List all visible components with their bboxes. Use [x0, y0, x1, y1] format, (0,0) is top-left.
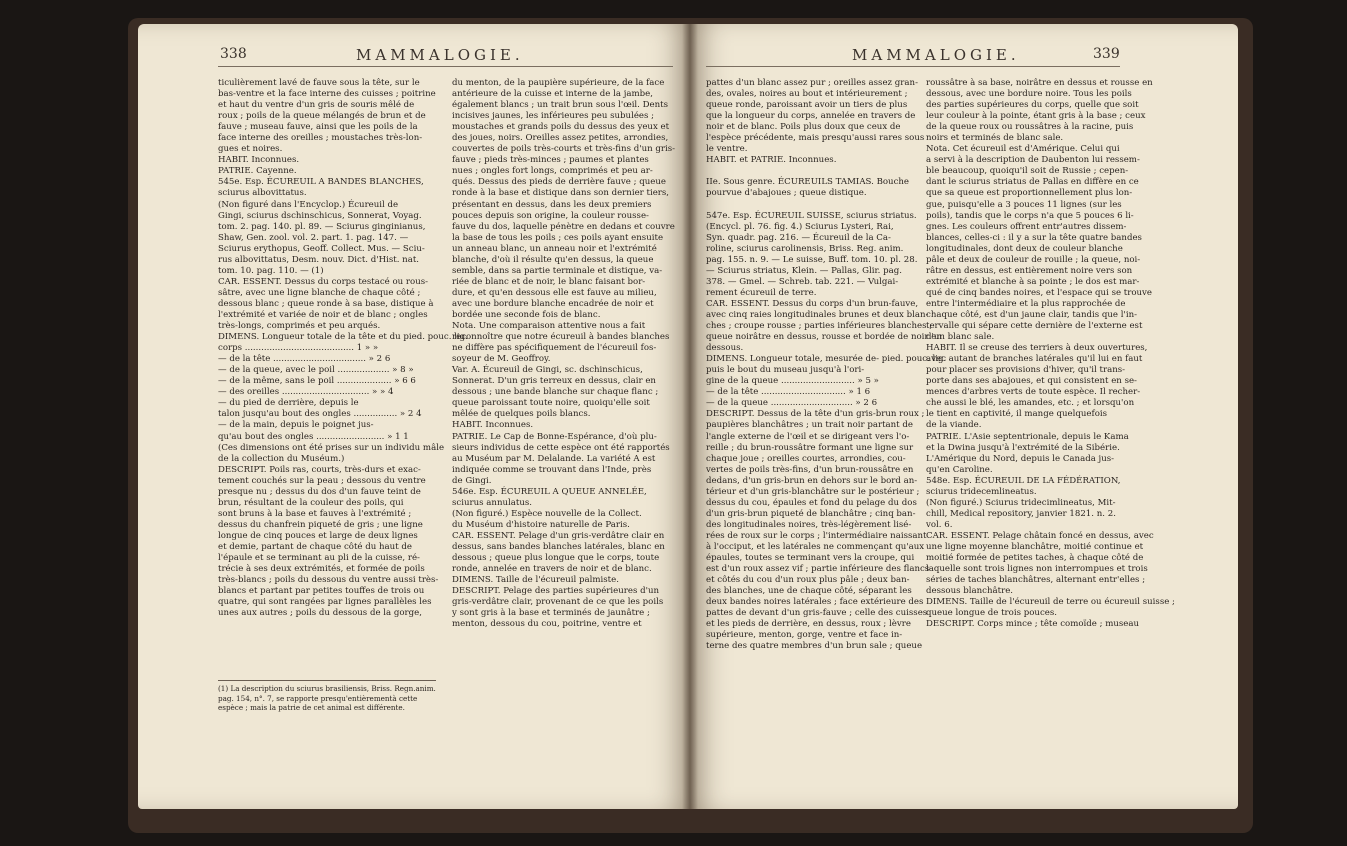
text-line: presque nu ; dessus du dos d'un fauve teint de: [218, 486, 421, 497]
text-line: gues et noires.: [218, 144, 283, 155]
text-line: pattes de devant d'un gris-fauve ; celle des cuisses: [706, 608, 928, 619]
text-line: Sonnerat. D'un gris terreux en dessus, clair en: [452, 376, 656, 387]
text-line: moitié formée de petites taches, à chaque côté de: [926, 553, 1144, 564]
text-line: qué de cinq bandes noires, et l'espace qui se trouve: [926, 287, 1153, 298]
text-line: — de la tête ............................... » 1 6: [706, 387, 871, 398]
text-line: longue de cinq pouces et large de deux lignes: [218, 530, 418, 541]
text-line: de Gingi.: [452, 475, 492, 486]
text-line: et haut du ventre d'un gris de souris mêlé de: [218, 100, 415, 111]
text-line: — du pied de derrière, depuis le: [218, 398, 359, 409]
text-line: ticulièrement lavé de fauve sous la tête, sur le: [218, 78, 420, 88]
text-line: CAR. ESSENT. Pelage d'un gris-verdâtre clair en: [452, 530, 665, 541]
text-line: DESCRIPT. Corps mince ; tête comoïde ; museau: [926, 619, 1140, 630]
text-line: également blancs ; un trait brun sous l'œil. Dents: [452, 100, 669, 111]
text-line: HABIT. Inconnues.: [218, 155, 300, 166]
text-line: extrémité et blanche à sa pointe ; le dos est mar-: [926, 276, 1140, 287]
text-line: dessus du chanfrein piqueté de gris ; une ligne: [218, 519, 423, 530]
text-line: — de la tête .................................. » 2 6: [218, 354, 391, 365]
text-line: gue, puisqu'elle a 3 pouces 11 lignes (sur les: [926, 199, 1122, 210]
text-line: l'extrémité et variée de noir et de blanc ; ongles: [218, 309, 428, 320]
text-line: antérieure de la cuisse et interne de la jambe,: [452, 89, 653, 100]
text-line: fauve du dos, laquelle pénètre en dedans et couvre: [452, 221, 675, 232]
text-line: ne diffère pas spécifiquement de l'écureuil fos-: [452, 343, 657, 354]
text-line: nues ; ongles fort longs, comprimés et peu ar-: [452, 166, 653, 177]
text-line: dessous ; queue plus longue que le corps, toute: [452, 553, 660, 564]
text-line: dessous.: [706, 343, 744, 354]
text-line: sieurs individus de cette espèce ont été rapportés: [452, 442, 670, 453]
text-line: blancs et partant par petites touffes de trois ou: [218, 586, 425, 597]
text-line: — de la même, sans le poil .................... » 6 6: [218, 376, 416, 387]
text-line: supérieure, menton, gorge, ventre et face in-: [706, 630, 903, 641]
text-line: 546e. Esp. ÉCUREUIL A QUEUE ANNELÉE,: [452, 486, 647, 497]
text-line: gris-verdâtre clair, provenant de ce que les poils: [452, 597, 664, 608]
text-line: la base de tous les poils ; ces poils ayant ensuite: [452, 232, 664, 243]
text-line: DESCRIPT. Pelage des parties supérieures d'un: [452, 586, 660, 597]
text-line: est d'un roux assez vif ; partie inférieure des flancs: [706, 564, 930, 575]
text-line: L'Amérique du Nord, depuis le Canada jus-: [926, 453, 1115, 464]
text-line: CAR. ESSENT. Dessus du corps testacé ou rous-: [218, 276, 429, 287]
text-line: ches ; croupe rousse ; parties inférieures blanches ;: [706, 321, 933, 332]
text-line: PATRIE. L'Asie septentrionale, depuis le Kama: [926, 431, 1129, 442]
text-line: l'espèce précédente, mais presqu'aussi rares sous: [706, 133, 925, 144]
text-line: (Non figuré.) Espèce nouvelle de la Collect.: [452, 508, 642, 519]
text-line: a servi à la description de Daubenton lui ressem-: [926, 155, 1140, 166]
text-line: de la collection du Muséum.): [218, 453, 345, 464]
footnote-line: anim. pag. 154, n°. 7, se rapporte presqu'entièrement: [218, 684, 436, 703]
text-line: sciurus tridecemlineatus.: [926, 486, 1037, 497]
text-line: DESCRIPT. Dessus de la tête d'un gris-brun roux ;: [706, 409, 925, 420]
text-line: couvertes de poils très-courts et très-fins d'un gris-: [452, 144, 676, 155]
text-line: 545e. Esp. ÉCUREUIL A BANDES BLANCHES,: [218, 177, 424, 188]
text-line: reconnoître que notre écureuil à bandes blanches: [452, 332, 670, 343]
text-line: d'un blanc sale.: [926, 332, 995, 343]
text-line: pattes d'un blanc assez pur ; oreilles assez gran-: [706, 78, 918, 88]
text-line: poils), tandis que le corps n'a que 5 pouces 6 li-: [926, 210, 1134, 221]
text-line: dessous blanchâtre.: [926, 586, 1014, 597]
text-line: porte dans ses abajoues, et qui consistent en se-: [926, 376, 1137, 387]
text-line: et demie, partant de chaque côté du haut de: [218, 541, 412, 552]
text-line: ronde, annelée en travers de noir et de blanc.: [452, 564, 652, 575]
right-running-head: MAMMALOGIE.: [852, 46, 1020, 64]
text-line: talon jusqu'au bout des ongles ................ » 2 4: [218, 409, 422, 420]
text-line: paupières blanchâtres ; un trait noir partant de: [706, 420, 913, 431]
text-line: reille ; du brun-roussâtre formant une ligne sur: [706, 442, 914, 453]
text-line: Shaw, Gen. zool. vol. 2. part. 1. pag. 147. —: [218, 232, 409, 243]
book-gutter: [682, 24, 698, 809]
text-line: avec autant de branches latérales qu'il lui en faut: [926, 354, 1143, 365]
text-line: dessous ; une bande blanche sur chaque flanc ;: [452, 387, 659, 398]
text-line: menton, dessous du cou, poitrine, ventre et: [452, 619, 642, 630]
text-line: des, ovales, noires au bout et intérieurement ;: [706, 89, 908, 100]
text-line: tervalle qui sépare cette dernière de l'externe est: [926, 321, 1143, 332]
text-line: [706, 200, 916, 211]
text-line: roussâtre à sa base, noirâtre en dessus et rousse en: [926, 78, 1153, 88]
left-page-number: 338: [220, 46, 247, 62]
text-line: DIMENS. Taille de l'écureuil de terre ou écureuil suisse ;: [926, 597, 1175, 608]
text-line: 548e. Esp. ÉCUREUIL DE LA FÉDÉRATION,: [926, 475, 1121, 486]
text-line: du menton, de la paupière supérieure, de la face: [452, 78, 665, 88]
text-line: pouces depuis son origine, la couleur rousse-: [452, 210, 649, 221]
text-line: semble, dans sa partie terminale et distique, va-: [452, 265, 663, 276]
left-head-rule: [218, 66, 673, 67]
text-line: pâle et deux de couleur de rouille ; la queue, noi-: [926, 254, 1141, 265]
text-line: HABIT. Il se creuse des terriers à deux ouvertures,: [926, 343, 1148, 354]
text-line: l'épaule et se terminant au pli de la cuisse, ré-: [218, 553, 420, 564]
text-line: dure, et qu'en dessous elle est fauve au milieu,: [452, 287, 657, 298]
text-line: qu'au bout des ongles ......................... » 1 1: [218, 431, 409, 442]
text-line: puis le bout du museau jusqu'à l'ori-: [706, 365, 865, 376]
text-line: sciurus annulatus.: [452, 497, 533, 508]
text-line: blanche, d'où il résulte qu'en dessus, la queue: [452, 254, 654, 265]
text-line: leur couleur à la pointe, étant gris à la base ; ceux: [926, 111, 1146, 122]
text-line: rement écureuil de terre.: [706, 287, 817, 298]
text-line: PATRIE. Le Cap de Bonne-Espérance, d'où plu-: [452, 431, 657, 442]
text-line: terne des quatre membres d'un brun sale ; queue: [706, 641, 923, 652]
text-line: râtre en dessus, est entièrement noire vers son: [926, 265, 1133, 276]
text-line: rus albovittatus, Desm. nouv. Dict. d'Hist. nat.: [218, 254, 420, 265]
text-line: quatre, qui sont rangées par lignes parallèles les: [218, 597, 432, 608]
text-line: Sciurus erythopus, Geoff. Collect. Mus. — Sciu-: [218, 243, 425, 254]
text-line: che aussi le blé, les amandes, etc. ; et lorsqu'on: [926, 398, 1135, 409]
text-line: soyeur de M. Geoffroy.: [452, 354, 551, 365]
text-line: dedans, d'un gris-brun en dehors sur le bord an-: [706, 475, 918, 486]
text-line: unes aux autres ; poils du dessous de la gorge,: [218, 608, 422, 619]
text-line: térieur et d'un gris-blanchâtre sur le postérieur ;: [706, 486, 920, 497]
text-line: HABIT. et PATRIE. Inconnues.: [706, 155, 837, 166]
text-line: face interne des oreilles ; moustaches très-lon-: [218, 133, 423, 144]
text-line: de la queue roux ou roussâtres à la racine, puis: [926, 122, 1134, 133]
text-line: ronde à la base et distique dans son dernier tiers,: [452, 188, 670, 199]
text-line: moustaches et grands poils du dessus des yeux et: [452, 122, 670, 133]
text-line: présentant en dessus, dans les deux premiers: [452, 199, 652, 210]
text-line: pourvue d'abajoues ; queue distique.: [706, 188, 867, 199]
text-line: et les pieds de derrière, en dessus, roux ; lèvre: [706, 619, 911, 630]
text-line: qués. Dessus des pieds de derrière fauve ; queue: [452, 177, 666, 188]
text-line: tom. 2. pag. 140. pl. 89. — Sciurus ginginianus,: [218, 221, 426, 232]
text-line: entre l'intermédiaire et la plus rapprochée de: [926, 298, 1126, 309]
text-line: — Sciurus striatus, Klein. — Pallas, Glir. pag.: [706, 265, 902, 276]
text-line: Var. A. Écureuil de Gingi, sc. dschinschicus,: [452, 365, 643, 376]
text-line: tom. 10. pag. 110. — (1): [218, 265, 324, 276]
text-line: 547e. Esp. ÉCUREUIL SUISSE, sciurus striatus.: [706, 210, 917, 221]
left-page-footnote: [218, 684, 436, 713]
right-page-number: 339: [1093, 46, 1120, 62]
right-page-column-2: [926, 78, 1175, 724]
text-line: dessous blanc ; queue ronde à sa base, distique à: [218, 298, 434, 309]
footnote-line: (1) La description du sciurus brasiliensis, Briss. Regn.: [218, 684, 416, 693]
text-line: et la Dwina jusqu'à l'extrémité de la Sibérie.: [926, 442, 1120, 453]
text-line: riée de blanc et de noir, le blanc faisant bor-: [452, 276, 646, 287]
text-line: le ventre.: [706, 144, 748, 155]
text-line: dessous, avec une bordure noire. Tous les poils: [926, 89, 1132, 100]
text-line: que la longueur du corps, annelée en travers de: [706, 111, 916, 122]
text-line: blances, celles-ci : il y a sur la tête quatre bandes: [926, 232, 1142, 243]
text-line: au Muséum par M. Delalande. La variété A est: [452, 453, 656, 464]
text-line: roline, sciurus carolinensis, Briss. Reg. anim.: [706, 243, 904, 254]
text-line: longitudinales, dont deux de couleur blanche: [926, 243, 1123, 254]
text-line: avec une bordure blanche encadrée de noir et: [452, 298, 654, 309]
text-line: queue ronde, paroissant avoir un tiers de plus: [706, 100, 908, 111]
text-line: (Non figuré.) Sciurus tridecimlineatus, Mit-: [926, 497, 1116, 508]
text-line: chill, Medical repository, janvier 1821. n. 2.: [926, 508, 1116, 519]
text-line: (Encycl. pl. 76. fig. 4.) Sciurus Lysteri, Rai,: [706, 221, 894, 232]
text-line: chaque joue ; oreilles courtes, arrondies, cou-: [706, 453, 906, 464]
text-line: Nota. Une comparaison attentive nous a fait: [452, 321, 646, 332]
text-line: HABIT. Inconnues.: [452, 420, 534, 431]
text-line: roux ; poils de la queue mélangés de brun et de: [218, 111, 426, 122]
text-line: ble beaucoup, quoiqu'il soit de Russie ; cepen-: [926, 166, 1129, 177]
text-line: fauve ; pieds très-minces ; paumes et plantes: [452, 155, 649, 166]
text-line: vertes de poils très-fins, d'un brun-roussâtre en: [706, 464, 914, 475]
text-line: épaules, toutes se terminant vers la croupe, qui: [706, 553, 915, 564]
text-line: bordée une seconde fois de blanc.: [452, 309, 601, 320]
text-line: bas-ventre et la face interne des cuisses ; poitrine: [218, 89, 436, 100]
text-line: Syn. quadr. pag. 216. — Écureuil de la Ca-: [706, 232, 891, 243]
text-line: tement couchés sur la peau ; dessous du ventre: [218, 475, 426, 486]
text-line: [706, 166, 916, 177]
text-line: séries de taches blanchâtres, alternant entr'elles ;: [926, 575, 1146, 586]
text-line: mêlée de quelques poils blancs.: [452, 409, 591, 420]
text-line: laquelle sont trois lignes non interrompues et trois: [926, 564, 1148, 575]
text-line: (Ces dimensions ont été prises sur un individu mâle: [218, 442, 445, 453]
left-running-head: MAMMALOGIE.: [356, 46, 524, 64]
text-line: gine de la queue ........................... » 5 »: [706, 376, 879, 387]
text-line: noirs et terminés de blanc sale.: [926, 133, 1064, 144]
left-page-column-2: [452, 78, 674, 724]
footnote-rule: [218, 680, 436, 681]
text-line: très-longs, comprimés et peu arqués.: [218, 321, 381, 332]
text-line: — de la main, depuis le poignet jus-: [218, 420, 374, 431]
right-head-rule: [706, 66, 1120, 67]
text-line: que sa queue est proportionnellement plus lon-: [926, 188, 1133, 199]
text-line: des longitudinales noires, très-légèrement lisé-: [706, 519, 912, 530]
text-line: IIe. Sous genre. ÉCUREUILS TAMIAS. Bouche: [706, 177, 910, 188]
text-line: dant le sciurus striatus de Pallas en diffère en ce: [926, 177, 1139, 188]
text-line: sont bruns à la base et fauves à l'extrémité ;: [218, 508, 412, 519]
text-line: queue noirâtre en dessus, rousse et bordée de noir en: [706, 332, 942, 343]
text-line: sciurus albovittatus.: [218, 188, 307, 199]
text-line: fauve ; museau fauve, ainsi que les poils de la: [218, 122, 418, 133]
text-line: gnes. Les couleurs offrent entr'autres dissem-: [926, 221, 1127, 232]
text-line: rées de roux sur le corps ; l'intermédiaire naissant: [706, 530, 927, 541]
text-line: corps ........................................ 1 » »: [218, 343, 379, 354]
text-line: mences d'arbres verts de toute espèce. Il recher-: [926, 387, 1141, 398]
text-line: dessus, sans bandes blanches latérales, blanc en: [452, 541, 665, 552]
text-line: queue longue de trois pouces.: [926, 608, 1057, 619]
text-line: dessus du cou, épaules et fond du pelage du dos: [706, 497, 917, 508]
text-line: pour placer ses provisions d'hiver, qu'il trans-: [926, 365, 1126, 376]
text-line: CAR. ESSENT. Dessus du corps d'un brun-fauve,: [706, 298, 919, 309]
text-line: queue paroissant toute noire, quoiqu'elle soit: [452, 398, 650, 409]
text-line: (Non figuré dans l'Encyclop.) Écureuil de: [218, 199, 399, 210]
text-line: DIMENS. Taille de l'écureuil palmiste.: [452, 575, 619, 586]
text-line: 378. — Gmel. — Schreb. tab. 221. — Vulgai-: [706, 276, 899, 287]
text-line: incisives jaunes, les inférieures peu subulées ;: [452, 111, 655, 122]
text-line: des parties supérieures du corps, quelle que soit: [926, 100, 1139, 111]
text-line: y sont gris à la base et terminés de jaunâtre ;: [452, 608, 650, 619]
text-line: DIMENS. Longueur totale, mesurée de- pied. pouc. lig.: [706, 354, 947, 365]
text-line: indiquée comme se trouvant dans l'Inde, près: [452, 464, 652, 475]
text-line: de la viande.: [926, 420, 982, 431]
text-line: une ligne moyenne blanchâtre, moitié continue et: [926, 541, 1144, 552]
text-line: pag. 155. n. 9. — Le suisse, Buff. tom. 10. pl. 28.: [706, 254, 918, 265]
text-line: et côtés du cou d'un roux plus pâle ; deux ban-: [706, 575, 910, 586]
text-line: vol. 6.: [926, 519, 953, 530]
text-line: brun, résultant de la couleur des poils, qui: [218, 497, 404, 508]
text-line: du Muséum d'histoire naturelle de Paris.: [452, 519, 630, 530]
text-line: qu'en Caroline.: [926, 464, 993, 475]
text-line: avec cinq raies longitudinales brunes et deux blan-: [706, 309, 929, 320]
left-page-column-1: [218, 78, 468, 643]
text-line: d'un gris-brun piqueté de blanchâtre ; cinq ban-: [706, 508, 916, 519]
text-line: très-blancs ; poils du dessous du ventre aussi très-: [218, 575, 439, 586]
text-line: le tient en captivité, il mange quelquefois: [926, 409, 1108, 420]
text-line: trécie à ses deux extrémités, et formée de poils: [218, 564, 425, 575]
text-line: des blanches, une de chaque côté, séparant les: [706, 586, 912, 597]
text-line: sâtre, avec une ligne blanche de chaque côté ;: [218, 287, 421, 298]
text-line: — de la queue .............................. » 2 6: [706, 398, 878, 409]
text-line: l'angle externe de l'œil et se dirigeant vers l'o-: [706, 431, 910, 442]
text-line: — des oreilles ................................ » » 4: [218, 387, 394, 398]
text-line: chaque côté, est d'un jaune clair, tandis que l'in-: [926, 309, 1138, 320]
text-line: DESCRIPT. Poils ras, courts, très-durs et exac-: [218, 464, 421, 475]
footnote-line: à cette espèce ; mais la patrie de cet animal est différente.: [218, 693, 418, 712]
text-line: DIMENS. Longueur totale de la tête et du pied. pouc. lig.: [218, 332, 468, 343]
text-line: un anneau blanc, un anneau noir et l'extrémité: [452, 243, 657, 254]
text-line: deux bandes noires latérales ; face extérieure des: [706, 597, 924, 608]
text-line: noir et de blanc. Poils plus doux que ceux de: [706, 122, 901, 133]
text-line: — de la queue, avec le poil ................... » 8 »: [218, 365, 414, 376]
text-line: à l'occiput, et les latérales ne commençant qu'aux: [706, 541, 925, 552]
text-line: PATRIE. Cayenne.: [218, 166, 297, 177]
text-line: des joues, noirs. Oreilles assez petites, arrondies,: [452, 133, 669, 144]
text-line: Nota. Cet écureuil est d'Amérique. Celui qui: [926, 144, 1120, 155]
text-line: CAR. ESSENT. Pelage châtain foncé en dessus, avec: [926, 530, 1154, 541]
text-line: Gingi, sciurus dschinschicus, Sonnerat, Voyag.: [218, 210, 422, 221]
